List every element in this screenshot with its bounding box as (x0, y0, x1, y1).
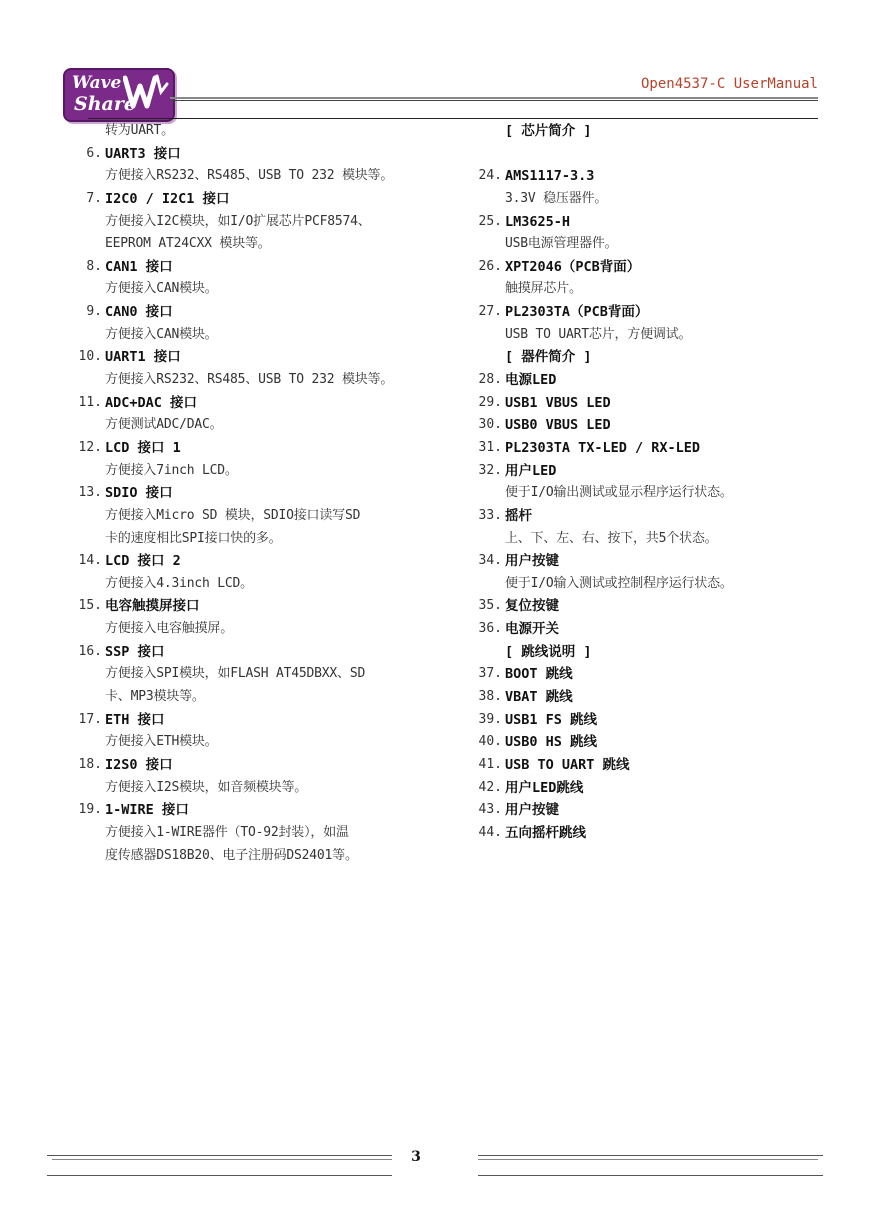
logo-text-line1: Wave (72, 73, 122, 93)
item-number: 9. (86, 304, 102, 320)
list-item (472, 595, 832, 618)
list-item (472, 392, 832, 415)
item-title: ADC+DAC 接口 (105, 394, 198, 411)
item-title: XPT2046（PCB背面） (505, 258, 641, 275)
item-title: 复位按键 (505, 598, 559, 615)
item-title: USB1 VBUS LED (505, 394, 611, 411)
item-number: 14. (78, 553, 102, 569)
item-description-line (72, 528, 442, 551)
item-description-line (472, 324, 832, 347)
item-title: I2C0 / I2C1 接口 (105, 190, 230, 207)
item-description: 方便接入4.3inch LCD。 (105, 575, 253, 591)
item-title: USB0 HS 跳线 (505, 734, 598, 751)
item-description-line (72, 618, 442, 641)
item-title: 用户LED (505, 462, 557, 479)
list-item (72, 392, 442, 415)
item-description-line (72, 165, 442, 188)
item-description: 方便接入电容触摸屏。 (105, 621, 234, 637)
item-number: 27. (478, 304, 502, 320)
list-item (472, 460, 832, 483)
item-number: 28. (478, 372, 502, 388)
list-item (472, 437, 832, 460)
list-item (472, 618, 832, 641)
item-description-line (472, 188, 832, 211)
item-description: EEPROM AT24CXX 模块等。 (105, 236, 271, 252)
item-description-line (472, 528, 832, 551)
item-description: 方便接入1-WIRE器件（TO-92封装），如温 (105, 824, 349, 840)
logo-text-line2: Share (74, 93, 136, 115)
item-description-line (72, 414, 442, 437)
list-item (472, 777, 832, 800)
item-description-line (72, 505, 442, 528)
item-title: LM3625-H (505, 213, 571, 230)
item-number: 35. (478, 598, 502, 614)
list-item (72, 437, 442, 460)
spacer (472, 143, 832, 166)
item-title: 用户按键 (505, 802, 559, 819)
item-description: 方便接入RS232、RS485、USB TO 232 模块等。 (105, 372, 394, 388)
right-column (472, 120, 832, 845)
section-heading: [ 跳线说明 ] (505, 643, 592, 660)
item-description: 3.3V 稳压器件。 (505, 190, 608, 206)
item-number: 38. (478, 689, 502, 705)
item-title: 电源开关 (505, 621, 559, 638)
logo-w-mark-icon (123, 72, 171, 112)
list-item (472, 550, 832, 573)
item-title: 电容触摸屏接口 (105, 598, 200, 615)
footer-rule-right-bottom (478, 1175, 823, 1176)
header-rule (170, 97, 818, 99)
header-rule-thin (170, 100, 818, 101)
list-item (472, 754, 832, 777)
item-number: 40. (478, 734, 502, 750)
content-top-rule (88, 118, 818, 119)
list-item (472, 414, 832, 437)
item-title: CAN0 接口 (105, 304, 173, 321)
list-item (472, 505, 832, 528)
list-item (72, 482, 442, 505)
wave-share-logo (63, 68, 175, 122)
list-item (72, 754, 442, 777)
item-description: 转为UART。 (105, 123, 174, 138)
item-description-line (472, 573, 832, 596)
item-number: 12. (78, 439, 102, 455)
item-number: 11. (78, 394, 102, 410)
item-title: BOOT 跳线 (505, 666, 573, 683)
item-title: ETH 接口 (105, 711, 165, 728)
item-number: 16. (78, 643, 102, 659)
list-item (72, 709, 442, 732)
item-title: PL2303TA（PCB背面） (505, 304, 649, 321)
item-description-line (72, 663, 442, 686)
item-description: 上、下、左、右、按下，共5个状态。 (505, 530, 718, 546)
list-item (72, 188, 442, 211)
item-number: 33. (478, 507, 502, 523)
list-item (72, 301, 442, 324)
item-number: 6. (86, 145, 102, 161)
item-description: 卡的速度相比SPI接口快的多。 (105, 530, 282, 546)
item-number: 18. (78, 756, 102, 772)
item-title: LCD 接口 1 (105, 439, 181, 456)
list-item (72, 550, 442, 573)
item-title: 用户LED跳线 (505, 779, 584, 796)
item-description-line (72, 324, 442, 347)
item-number: 41. (478, 756, 502, 772)
section-heading-line (472, 641, 832, 664)
item-description: USB TO UART芯片，方便调试。 (505, 326, 692, 342)
item-number: 30. (478, 417, 502, 433)
list-item (472, 709, 832, 732)
item-number: 13. (78, 485, 102, 501)
item-description-line (472, 278, 832, 301)
item-description: USB电源管理器件。 (505, 236, 618, 252)
page-number: 3 (411, 1149, 421, 1165)
list-item (472, 301, 832, 324)
item-title: USB TO UART 跳线 (505, 756, 630, 773)
item-description-line (472, 482, 832, 505)
item-description: 度传感器DS18B20、电子注册码DS2401等。 (105, 847, 358, 863)
item-number: 31. (478, 439, 502, 455)
item-title: 摇杆 (505, 507, 532, 524)
item-description: 方便接入I2C模块，如I/O扩展芯片PCF8574、 (105, 213, 371, 229)
item-number: 10. (78, 349, 102, 365)
item-number: 32. (478, 462, 502, 478)
item-title: VBAT 跳线 (505, 689, 573, 706)
item-description-line (72, 369, 442, 392)
item-number: 36. (478, 621, 502, 637)
item-description-line (72, 120, 442, 143)
item-description-line (72, 686, 442, 709)
footer-rule-left-bottom (47, 1175, 392, 1176)
item-description: 方便测试ADC/DAC。 (105, 417, 223, 433)
item-title: CAN1 接口 (105, 258, 173, 275)
item-title: UART1 接口 (105, 349, 181, 366)
item-number: 8. (86, 258, 102, 274)
item-number: 19. (78, 802, 102, 818)
item-number: 26. (478, 258, 502, 274)
item-description-line (72, 233, 442, 256)
item-title: 用户按键 (505, 553, 559, 570)
item-title: 电源LED (505, 372, 557, 389)
list-item (472, 369, 832, 392)
item-description: 卡、MP3模块等。 (105, 689, 205, 705)
item-description: 方便接入7inch LCD。 (105, 462, 238, 478)
section-heading-line (472, 346, 832, 369)
list-item (72, 641, 442, 664)
item-description: 便于I/O输入测试或控制程序运行状态。 (505, 575, 733, 591)
list-item (72, 799, 442, 822)
item-description: 方便接入CAN模块。 (105, 326, 218, 342)
section-heading: [ 器件简介 ] (505, 349, 592, 366)
item-description: 方便接入SPI模块，如FLASH AT45DBXX、SD (105, 666, 366, 682)
list-item (472, 256, 832, 279)
item-title: SSP 接口 (105, 643, 165, 660)
item-number: 25. (478, 213, 502, 229)
item-description: 方便接入ETH模块。 (105, 734, 218, 750)
item-title: SDIO 接口 (105, 485, 173, 502)
item-description-line (72, 460, 442, 483)
item-description: 方便接入RS232、RS485、USB TO 232 模块等。 (105, 168, 394, 184)
list-item (472, 686, 832, 709)
item-title: PL2303TA TX-LED / RX-LED (505, 439, 701, 456)
list-item (472, 663, 832, 686)
footer-rule-left-top (47, 1155, 392, 1156)
item-description-line (72, 731, 442, 754)
item-description: 方便接入Micro SD 模块，SDIO接口读写SD (105, 507, 361, 523)
list-item (472, 211, 832, 234)
item-description-line (72, 278, 442, 301)
item-title: AMS1117-3.3 (505, 168, 595, 185)
item-number: 29. (478, 394, 502, 410)
item-title: USB1 FS 跳线 (505, 711, 598, 728)
item-description: 方便接入I2S模块，如音频模块等。 (105, 779, 308, 795)
item-description-line (72, 845, 442, 868)
item-description-line (72, 573, 442, 596)
list-item (472, 799, 832, 822)
list-item (72, 256, 442, 279)
list-item (72, 346, 442, 369)
document-title: Open4537-C UserManual (640, 76, 818, 92)
item-number: 7. (86, 190, 102, 206)
item-number: 34. (478, 553, 502, 569)
item-title: 1-WIRE 接口 (105, 802, 189, 819)
list-item (472, 731, 832, 754)
list-item (472, 822, 832, 845)
item-number: 37. (478, 666, 502, 682)
left-column (72, 120, 442, 867)
list-item (72, 595, 442, 618)
footer-rule-left-mid (52, 1159, 392, 1160)
item-number: 24. (478, 168, 502, 184)
item-number: 17. (78, 711, 102, 727)
footer-rule-right-mid (478, 1159, 818, 1160)
section-heading: [ 芯片简介 ] (505, 123, 592, 139)
item-description-line (472, 233, 832, 256)
item-description-line (72, 211, 442, 234)
item-title: I2S0 接口 (105, 756, 173, 773)
item-number: 42. (478, 779, 502, 795)
item-description: 便于I/O输出测试或显示程序运行状态。 (505, 485, 733, 501)
item-number: 15. (78, 598, 102, 614)
item-title: UART3 接口 (105, 145, 181, 162)
item-title: LCD 接口 2 (105, 553, 181, 570)
list-item (472, 165, 832, 188)
item-number: 43. (478, 802, 502, 818)
item-title: USB0 VBUS LED (505, 417, 611, 434)
footer-rule-right-top (478, 1155, 823, 1156)
item-number: 39. (478, 711, 502, 727)
item-title: 五向摇杆跳线 (505, 824, 586, 841)
section-heading-line (472, 120, 832, 143)
item-description-line (72, 777, 442, 800)
item-description: 方便接入CAN模块。 (105, 281, 218, 297)
item-number: 44. (478, 824, 502, 840)
item-description-line (72, 822, 442, 845)
item-description: 触摸屏芯片。 (505, 281, 582, 297)
list-item (72, 143, 442, 166)
